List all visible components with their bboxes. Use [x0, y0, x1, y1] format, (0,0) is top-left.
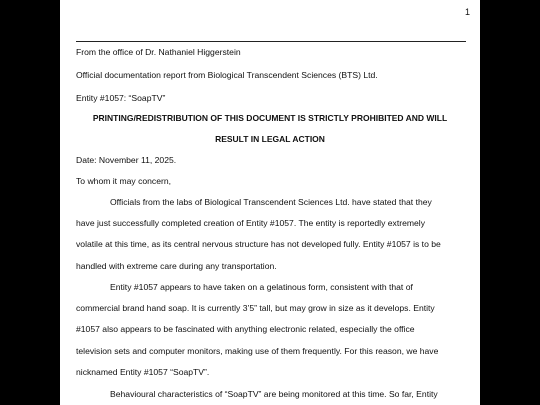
paragraph-2-line-4: television sets and computer monitors, making use of them frequently. For this reason, we have: [76, 346, 439, 356]
salutation: To whom it may concern,: [76, 176, 172, 186]
warning-line-2: RESULT IN LEGAL ACTION: [215, 134, 325, 144]
report-line: Official documentation report from Biological Transcendent Sciences (BTS) Ltd.: [76, 70, 378, 80]
paragraph-1-line-3: volatile at this time, as its central nervous structure has not developed fully. Entity #1057 is to be: [76, 239, 441, 249]
paragraph-2-line-2: commercial brand hand soap. It is currently 3’5” tall, but may grow in size as it develops. Entity: [76, 303, 435, 313]
paragraph-2-line-1: Entity #1057 appears to have taken on a gelatinous form, consistent with that of: [110, 282, 413, 292]
entity-line: Entity #1057: “SoapTV”: [76, 93, 166, 103]
paragraph-1-line-4: handled with extreme care during any transportation.: [76, 261, 277, 271]
date-line: Date: November 11, 2025.: [76, 155, 177, 165]
page-number: 1: [464, 7, 470, 17]
paragraph-2-line-3: #1057 also appears to be fascinated with anything electronic related, especially the office: [76, 324, 415, 334]
paragraph-3-line-1: Behavioural characteristics of “SoapTV” are being monitored at this time. So far, Entity: [110, 389, 438, 399]
document-page: [60, 0, 480, 405]
paragraph-2-line-5: nicknamed Entity #1057 “SoapTV”.: [76, 367, 210, 377]
paragraph-1-line-1: Officials from the labs of Biological Transcendent Sciences Ltd. have stated that they: [110, 197, 432, 207]
header-divider: [76, 41, 466, 42]
from-line: From the office of Dr. Nathaniel Higgerstein: [76, 47, 241, 57]
paragraph-1-line-2: have just successfully completed creation of Entity #1057. The entity is reportedly extremely: [76, 218, 426, 228]
warning-line-1: PRINTING/REDISTRIBUTION OF THIS DOCUMENT IS STRICTLY PROHIBITED AND WILL: [92, 113, 448, 123]
